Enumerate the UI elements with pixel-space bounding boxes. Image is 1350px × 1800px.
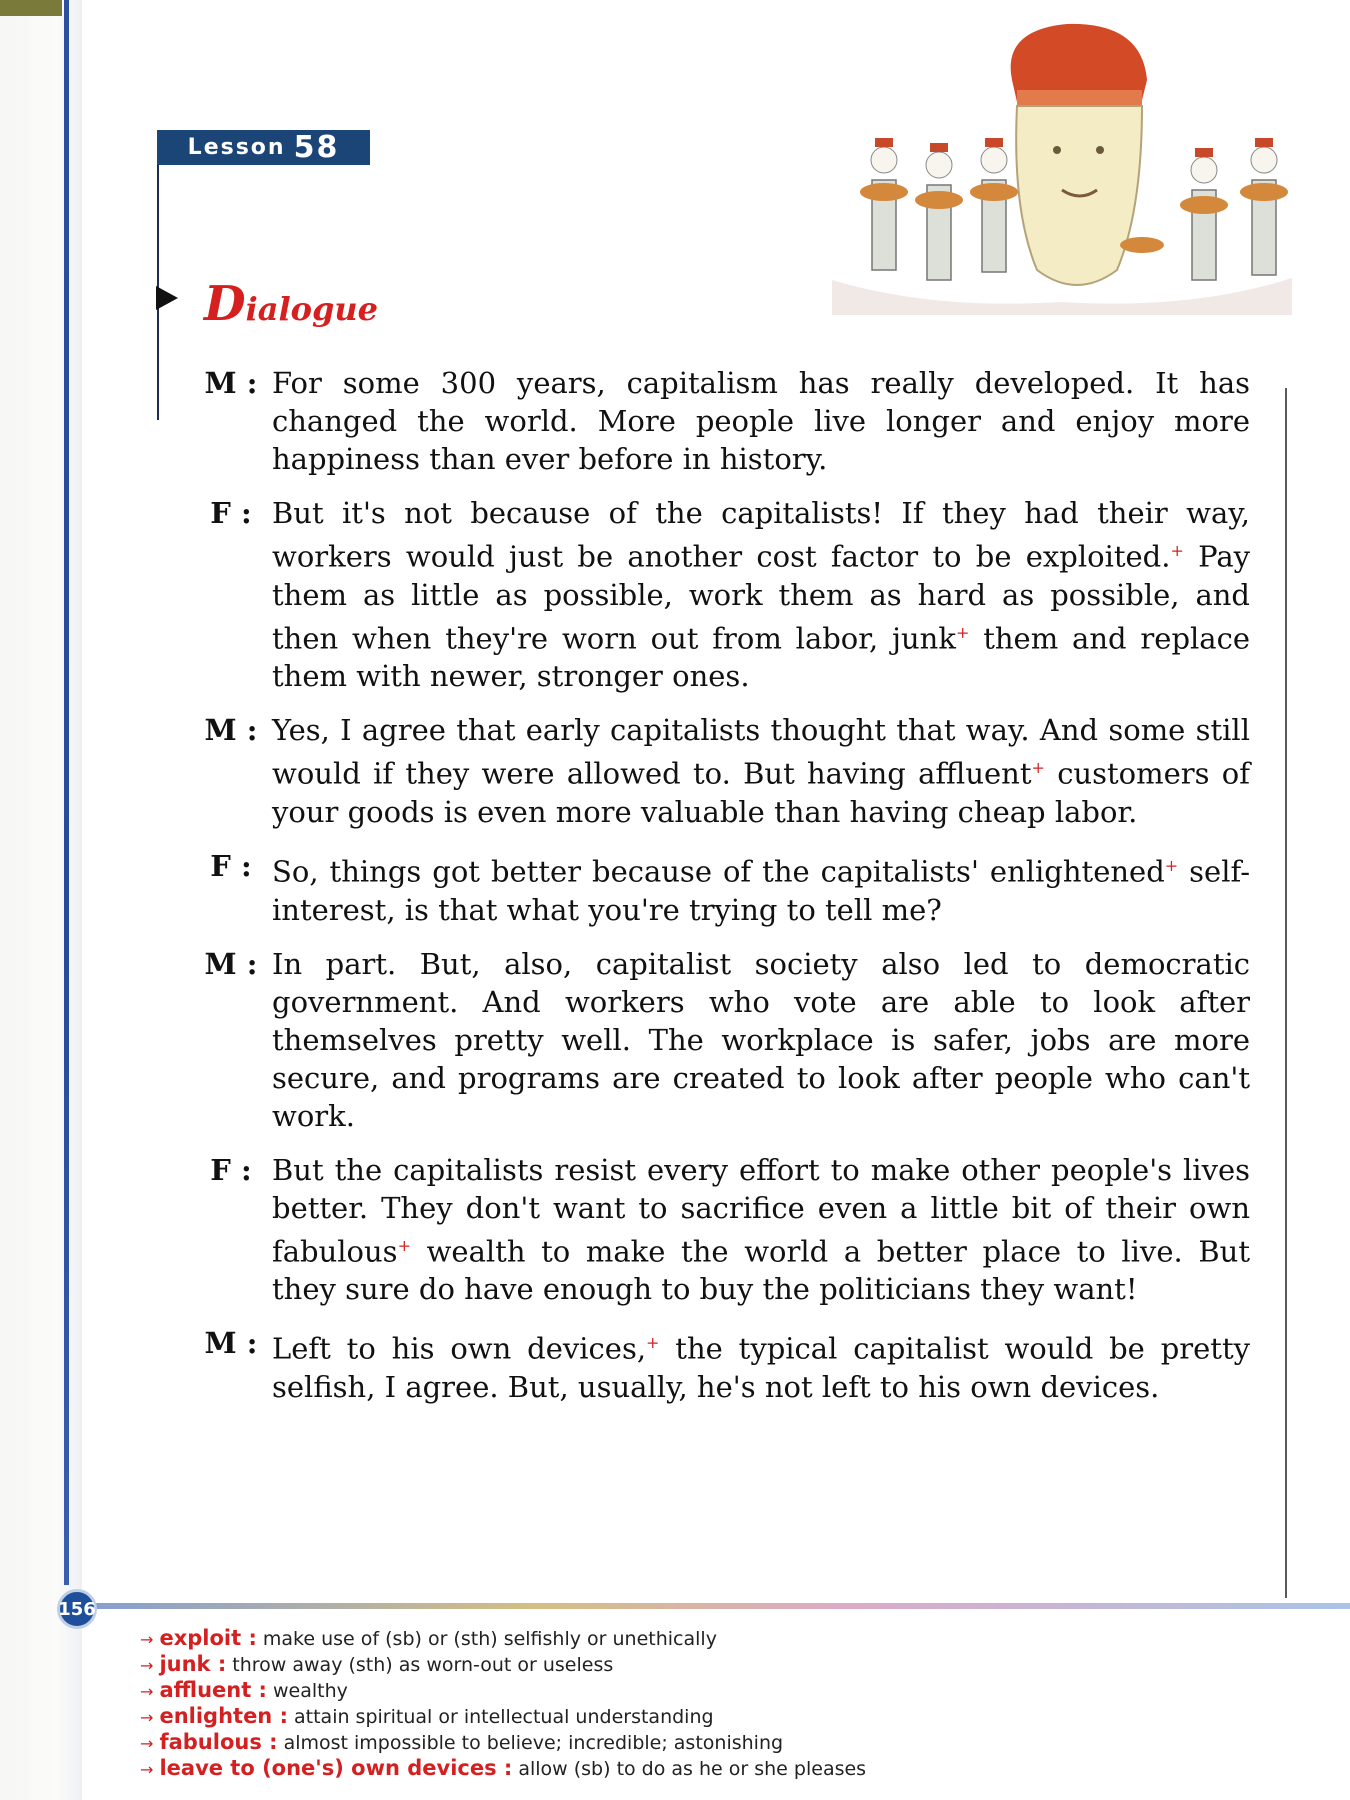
arrow-icon: → <box>140 1760 154 1779</box>
line-text: Pay them as little as possible, work them as hard as possible, and then when they're worn out from labor, junk <box>272 539 1250 656</box>
arrow-icon: → <box>140 1708 154 1727</box>
speaker-label: F : <box>210 1152 252 1187</box>
vocab-marker: + <box>1170 541 1184 560</box>
vocab-item <box>140 1626 1290 1652</box>
lesson-word: Lesson <box>187 135 286 160</box>
vocab-item <box>140 1678 1290 1704</box>
right-rule <box>1285 388 1287 1598</box>
lesson-label <box>157 130 370 165</box>
vocab-definition: almost impossible to believe; incredible; astonishing <box>283 1732 784 1754</box>
line-text: Yes, I agree that early capitalists thought that way. And some still would if they were allowed to. But having affluent <box>272 713 1250 791</box>
vocab-definition: allow (sb) to do as he or she pleases <box>518 1758 867 1780</box>
page-number: 156 <box>57 1589 97 1629</box>
vocab-item <box>140 1704 1290 1730</box>
dialogue-line <box>272 1324 1250 1406</box>
dialogue-turn <box>190 711 1250 831</box>
line-text: Left to his own devices, <box>272 1331 647 1366</box>
vocab-marker: + <box>955 622 970 642</box>
speaker-label: M : <box>204 366 258 400</box>
vocab-item <box>140 1730 1290 1756</box>
left-margin-strip <box>0 0 82 1800</box>
line-text: But the capitalists resist every effort to make other people's lives better. They don't want to sacrifice even a little bit of their own fabulous <box>272 1152 1250 1269</box>
line-text: self-interest, is that what you're trying to tell me? <box>272 854 1250 927</box>
dialogue-turn <box>190 494 1250 695</box>
vocab-definition: make use of (sb) or (sth) selfishly or unethically <box>262 1628 717 1650</box>
dialogue-line <box>272 711 1250 831</box>
vocab-marker: + <box>1164 855 1179 875</box>
vocab-definition: wealthy <box>273 1680 348 1702</box>
vocab-term: junk : <box>159 1652 227 1676</box>
section-title-initial: D <box>204 276 246 332</box>
dialogue-line: For some 300 years, capitalism has really developed. It has changed the world. More people live longer and enjoy more happiness than ever before in history. <box>272 366 1250 476</box>
arrow-icon: → <box>140 1656 154 1675</box>
vocabulary-list <box>140 1626 1290 1782</box>
arrow-icon: → <box>140 1682 154 1701</box>
vocab-item <box>140 1652 1290 1678</box>
line-text: But it's not because of the capitalists! If they had their way, workers would just be another cost factor to be exploited. <box>272 496 1250 574</box>
dialogue-turn <box>190 1324 1250 1406</box>
dialogue-turn <box>190 847 1250 929</box>
dialogue-turn <box>190 364 1250 478</box>
vocab-marker: + <box>397 1235 411 1255</box>
vocab-definition: attain spiritual or intellectual understanding <box>294 1706 714 1728</box>
speaker-label: M : <box>204 713 258 748</box>
vocab-definition: throw away (sth) as worn-out or useless <box>232 1654 614 1676</box>
dialogue-body <box>190 364 1250 1422</box>
vocab-item <box>140 1756 1290 1782</box>
section-title-rest: ialogue <box>245 290 379 328</box>
speaker-label: M : <box>204 946 258 981</box>
left-blue-rule <box>64 0 69 1585</box>
vocab-term: affluent : <box>159 1678 267 1702</box>
line-text: the typical capitalist would be pretty selfish, I agree. But, usually, he's not left to his own devices. <box>272 1331 1250 1404</box>
dialogue-line <box>272 1151 1250 1309</box>
line-text: them and replace them with newer, stronger ones. <box>272 621 1250 694</box>
lesson-number: 58 <box>293 130 340 165</box>
corner-mark <box>0 0 62 16</box>
dialogue-turn <box>190 945 1250 1135</box>
arrow-icon: → <box>140 1734 154 1753</box>
speaker-label: M : <box>204 1326 258 1361</box>
line-text: wealth to make the world a better place to live. But they sure do have enough to buy the politicians they want! <box>272 1234 1250 1307</box>
speaker-label: F : <box>210 848 252 883</box>
speaker-label: F : <box>210 496 252 530</box>
dialogue-line: In part. But, also, capitalist society also led to democratic government. And workers who vote are able to look after themselves pretty well. The workplace is safer, jobs are more secure, and programs are created to look after people who can't work. <box>272 946 1250 1133</box>
dialogue-line <box>272 847 1250 929</box>
vocab-marker: + <box>646 1333 660 1353</box>
dialogue-line <box>272 494 1250 695</box>
arrow-icon: → <box>140 1630 154 1649</box>
vocab-marker: + <box>1031 758 1045 778</box>
vocab-term: fabulous : <box>159 1730 278 1754</box>
vocab-term: exploit : <box>159 1626 257 1650</box>
line-text: So, things got better because of the capitalists' enlightened <box>272 854 1165 889</box>
play-icon <box>156 286 178 310</box>
bakers-illustration <box>812 10 1312 325</box>
footer-rule <box>96 1603 1350 1609</box>
line-text: customers of your goods is even more valuable than having cheap labor. <box>272 756 1250 829</box>
dialogue-turn <box>190 1151 1250 1309</box>
section-title <box>204 276 378 332</box>
vocab-term: enlighten : <box>159 1704 288 1728</box>
vocab-term: leave to (one's) own devices : <box>159 1756 513 1780</box>
